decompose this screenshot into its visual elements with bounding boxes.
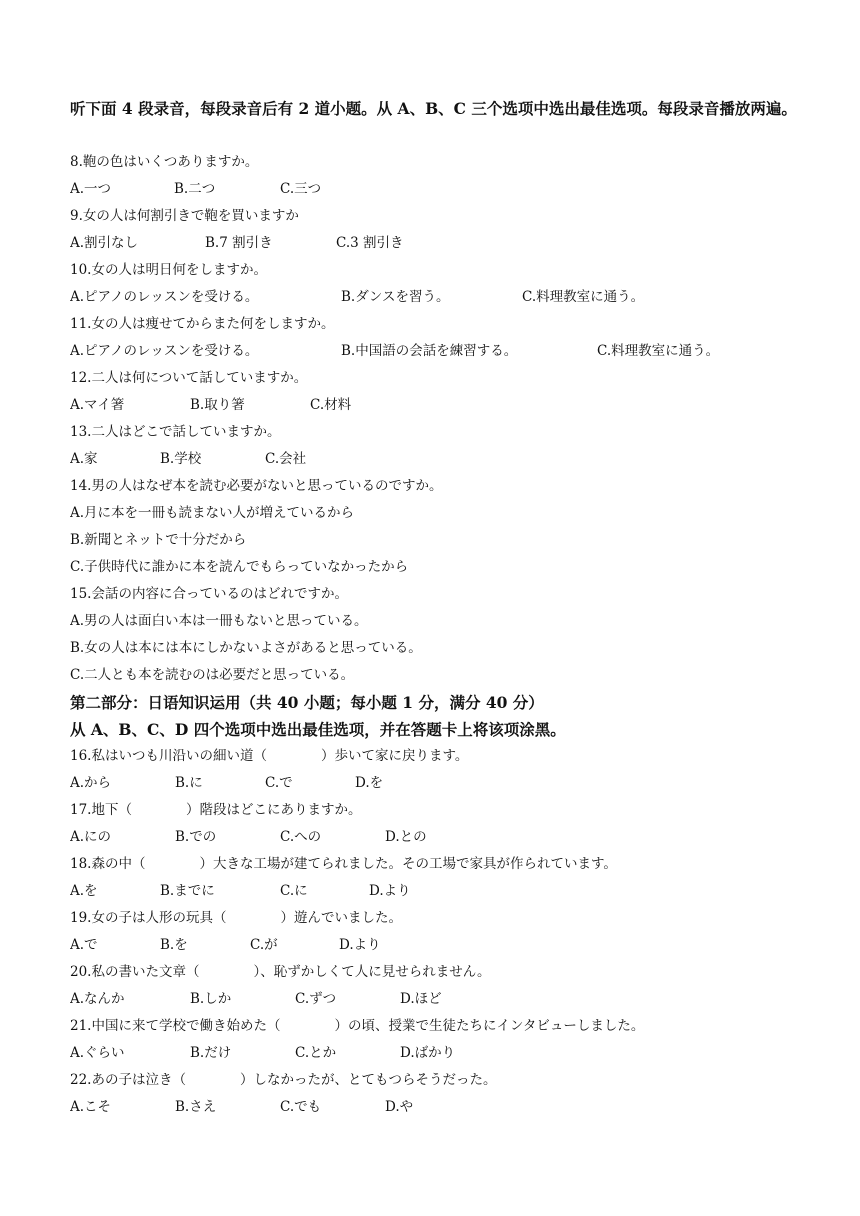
option-b: B.を [160, 937, 188, 953]
question-12: 12.二人は何について話していますか。 [70, 370, 308, 386]
question-21: 21.中国に来て学校で働き始めた（ ）の頃、授業で生徒たちにインタビューしました。 [70, 1018, 645, 1034]
question-11: 11.女の人は痩せてからまた何をしますか。 [70, 316, 335, 332]
question-17-options [70, 824, 800, 851]
option-c: C.3 割引き [336, 235, 404, 251]
option-c: C.が [250, 937, 278, 953]
question-20-options [70, 986, 800, 1013]
question-12-options [70, 392, 800, 419]
option-b: B.までに [160, 883, 215, 899]
option-c: C.材料 [310, 397, 352, 413]
option-a: A.にの [70, 829, 112, 845]
question-15-option-b: B.女の人は本には本にしかないよさがあると思っている。 [70, 640, 422, 656]
question-19-options [70, 932, 800, 959]
listening-section-instruction: 听下面 4 段录音，每段录音后有 2 道小题。从 A、B、C 三个选项中选出最佳选项。每段录音播放两遍。 [70, 99, 797, 118]
question-9-options [70, 230, 800, 257]
option-b: B.中国語の会話を練習する。 [341, 343, 518, 359]
exam-page [70, 95, 800, 1121]
option-a: A.から [70, 775, 112, 791]
option-a: A.家 [70, 451, 98, 467]
question-10-options [70, 284, 800, 311]
question-14-option-b: B.新聞とネットで十分だから [70, 532, 247, 548]
option-a: A.割引なし [70, 235, 139, 251]
question-16-options [70, 770, 800, 797]
option-b: B.さえ [175, 1099, 217, 1115]
question-13: 13.二人はどこで話していますか。 [70, 424, 281, 440]
option-d: D.や [385, 1099, 414, 1115]
option-a: A.マイ箸 [70, 397, 125, 413]
part-two-instruction: 从 A、B、C、D 四个选项中选出最佳选项，并在答题卡上将该项涂黑。 [70, 720, 566, 739]
question-22: 22.あの子は泣き（ ）しなかったが、とてもつらそうだった。 [70, 1072, 497, 1088]
option-d: D.より [369, 883, 411, 899]
option-b: B.ダンスを習う。 [341, 289, 450, 305]
question-18: 18.森の中（ ）大きな工場が建てられました。その工場で家具が作られています。 [70, 856, 617, 872]
question-20: 20.私の書いた文章（ ）、恥ずかしくて人に見せられません。 [70, 964, 491, 980]
part-two-title: 第二部分：日语知识运用（共 40 小题；每小题 1 分，满分 40 分） [70, 693, 544, 712]
question-16: 16.私はいつも川沿いの細い道（ ）歩いて家に戻ります。 [70, 748, 469, 764]
option-c: C.に [280, 883, 308, 899]
option-c: C.への [280, 829, 322, 845]
question-14-option-c: C.子供時代に誰かに本を読んでもらっていなかったから [70, 559, 409, 575]
option-d: D.ほど [400, 991, 442, 1007]
question-15-option-a: A.男の人は面白い本は一冊もないと思っている。 [70, 613, 368, 629]
option-a: A.一つ [70, 181, 112, 197]
option-a: A.ピアノのレッスンを受ける。 [70, 343, 259, 359]
option-a: A.ピアノのレッスンを受ける。 [70, 289, 259, 305]
option-c: C.料理教室に通う。 [597, 343, 720, 359]
question-8-options [70, 176, 800, 203]
question-15-option-c: C.二人とも本を読むのは必要だと思っている。 [70, 667, 355, 683]
question-18-options [70, 878, 800, 905]
option-b: B.二つ [174, 181, 216, 197]
option-c: C.とか [295, 1045, 337, 1061]
question-10: 10.女の人は明日何をしますか。 [70, 262, 267, 278]
option-b: B.での [175, 829, 217, 845]
question-14-option-a: A.月に本を一冊も読まない人が増えているから [70, 505, 355, 521]
question-11-options [70, 338, 800, 365]
question-22-options [70, 1094, 800, 1121]
option-c: C.料理教室に通う。 [522, 289, 645, 305]
option-c: C.ずつ [295, 991, 337, 1007]
option-b: B.7 割引き [205, 235, 273, 251]
question-8: 8.鞄の色はいくつありますか。 [70, 154, 259, 170]
option-d: D.を [355, 775, 384, 791]
question-19: 19.女の子は人形の玩具（ ）遊んでいました。 [70, 910, 402, 926]
question-13-options [70, 446, 800, 473]
option-c: C.三つ [280, 181, 322, 197]
question-9: 9.女の人は何割引きで鞄を買いますか [70, 208, 299, 224]
option-b: B.しか [190, 991, 232, 1007]
option-a: A.を [70, 883, 98, 899]
option-d: D.との [385, 829, 427, 845]
option-b: B.だけ [190, 1045, 232, 1061]
option-d: D.ばかり [400, 1045, 456, 1061]
option-a: A.で [70, 937, 98, 953]
option-c: C.で [265, 775, 293, 791]
option-c: C.でも [280, 1099, 322, 1115]
option-b: B.取り箸 [190, 397, 245, 413]
question-17: 17.地下（ ）階段はどこにありますか。 [70, 802, 362, 818]
option-c: C.会社 [265, 451, 307, 467]
option-a: A.ぐらい [70, 1045, 125, 1061]
option-d: D.より [339, 937, 381, 953]
option-a: A.なんか [70, 991, 125, 1007]
option-b: B.に [175, 775, 203, 791]
option-b: B.学校 [160, 451, 202, 467]
question-14: 14.男の人はなぜ本を読む必要がないと思っているのですか。 [70, 478, 443, 494]
question-15: 15.会話の内容に合っているのはどれですか。 [70, 586, 348, 602]
question-21-options [70, 1040, 800, 1067]
option-a: A.こそ [70, 1099, 112, 1115]
